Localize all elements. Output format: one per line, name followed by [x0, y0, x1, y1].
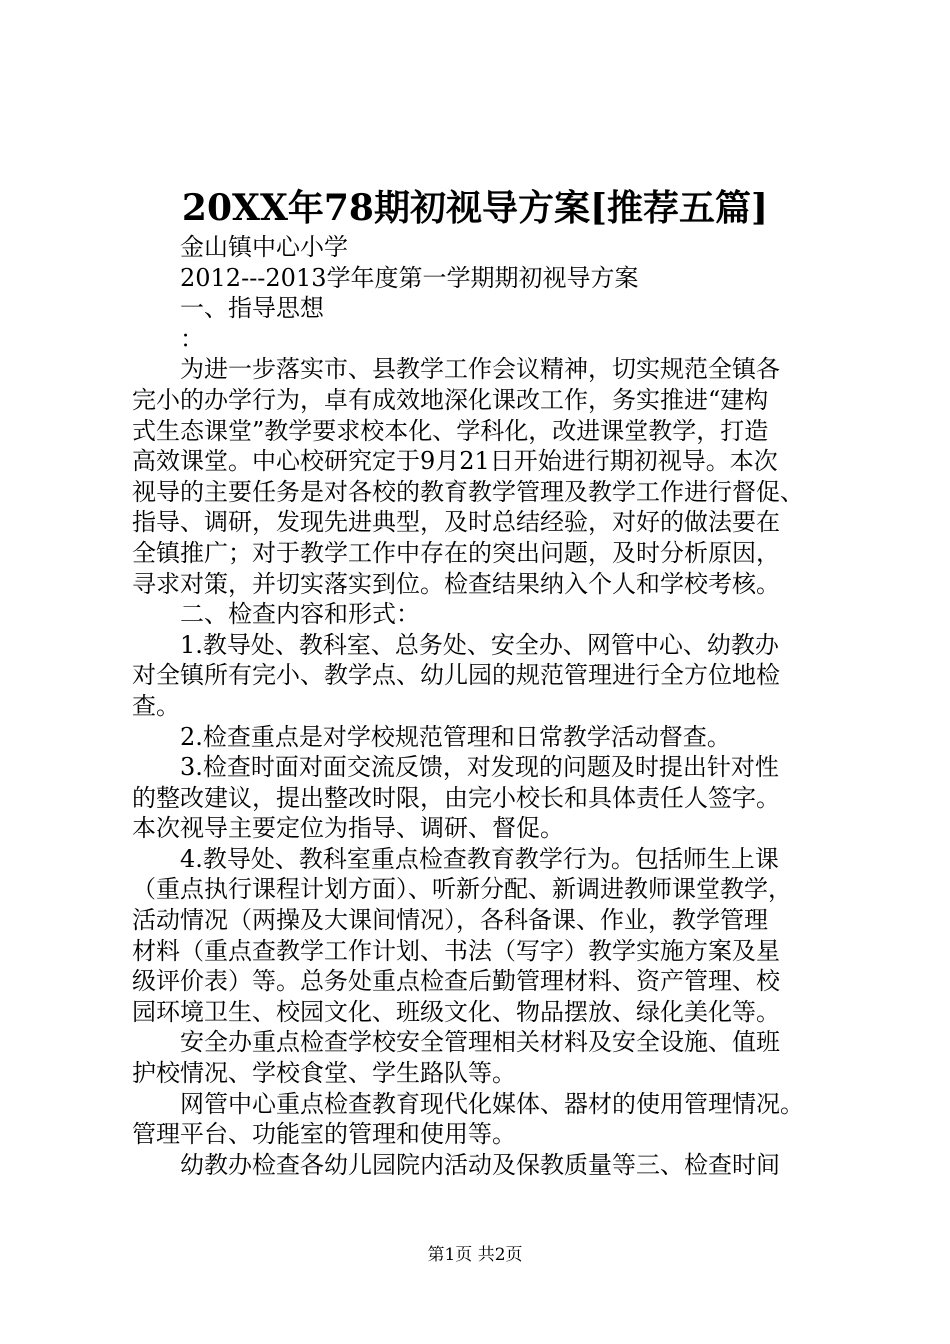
text-line: 指导、调研，发现先进典型，及时总结经验，对好的做法要在: [132, 508, 780, 537]
text-line: 本次视导主要定位为指导、调研、督促。: [132, 814, 564, 843]
document-body: [132, 232, 832, 1180]
text-line: 一、指导思想: [180, 294, 324, 323]
text-line: 活动情况（两操及大课间情况），各科备课、作业，教学管理: [132, 906, 768, 935]
text-line: 材料（重点查教学工作计划、书法（写字）教学实施方案及星: [132, 936, 780, 965]
text-line: 式生态课堂”教学要求校本化、学科化，改进课堂教学，打造: [132, 416, 769, 445]
text-line: 1.教导处、教科室、总务处、安全办、网管中心、幼教办: [180, 630, 779, 659]
text-line: 网管中心重点检查教育现代化媒体、器材的使用管理情况。: [180, 1089, 804, 1118]
text-line: 4.教导处、教科室重点检查教育教学行为。包括师生上课: [180, 844, 779, 873]
document-title: 20XX年78期初视导方案[推荐五篇]: [181, 187, 769, 229]
text-line: 对全镇所有完小、教学点、幼儿园的规范管理进行全方位地检: [132, 661, 780, 690]
text-line: 安全办重点检查学校安全管理相关材料及安全设施、值班: [180, 1028, 780, 1057]
text-line: 全镇推广；对于教学工作中存在的突出问题，及时分析原因，: [132, 538, 780, 567]
text-line: 2.检查重点是对学校规范管理和日常教学活动督查。: [180, 722, 731, 751]
text-line: 管理平台、功能室的管理和使用等。: [132, 1120, 516, 1149]
text-line: 幼教办检查各幼儿园院内活动及保教质量等三、检查时间: [180, 1150, 780, 1179]
text-line: 寻求对策，并切实落实到位。检查结果纳入个人和学校考核。: [132, 569, 780, 598]
text-line: 的整改建议，提出整改时限，由完小校长和具体责任人签字。: [132, 783, 780, 812]
text-line: 级评价表）等。总务处重点检查后勤管理材料、资产管理、校: [132, 967, 780, 996]
text-line: 查。: [132, 691, 180, 720]
text-line: 为进一步落实市、县教学工作会议精神，切实规范全镇各: [180, 355, 780, 384]
text-line: 3.检查时面对面交流反馈，对发现的问题及时提出针对性: [180, 753, 779, 782]
text-line: 高效课堂。中心校研究定于9月21日开始进行期初视导。本次: [132, 447, 778, 476]
text-line: 园环境卫生、校园文化、班级文化、物品摆放、绿化美化等。: [132, 997, 780, 1026]
text-line: 护校情况、学校食堂、学生路队等。: [132, 1059, 516, 1088]
text-line: 2012---2013学年度第一学期期初视导方案: [180, 263, 639, 292]
text-line: （重点执行课程计划方面）、听新分配、新调进教师课堂教学，: [132, 875, 792, 904]
text-line: ：: [180, 324, 204, 353]
text-line: 完小的办学行为，卓有成效地深化课改工作，务实推进“建构: [132, 385, 769, 414]
text-line: 金山镇中心小学: [180, 233, 348, 261]
page-footer: 第1页 共2页: [427, 1245, 523, 1265]
text-line: 二、检查内容和形式：: [180, 600, 420, 629]
text-line: 视导的主要任务是对各校的教育教学管理及教学工作进行督促、: [132, 477, 804, 506]
